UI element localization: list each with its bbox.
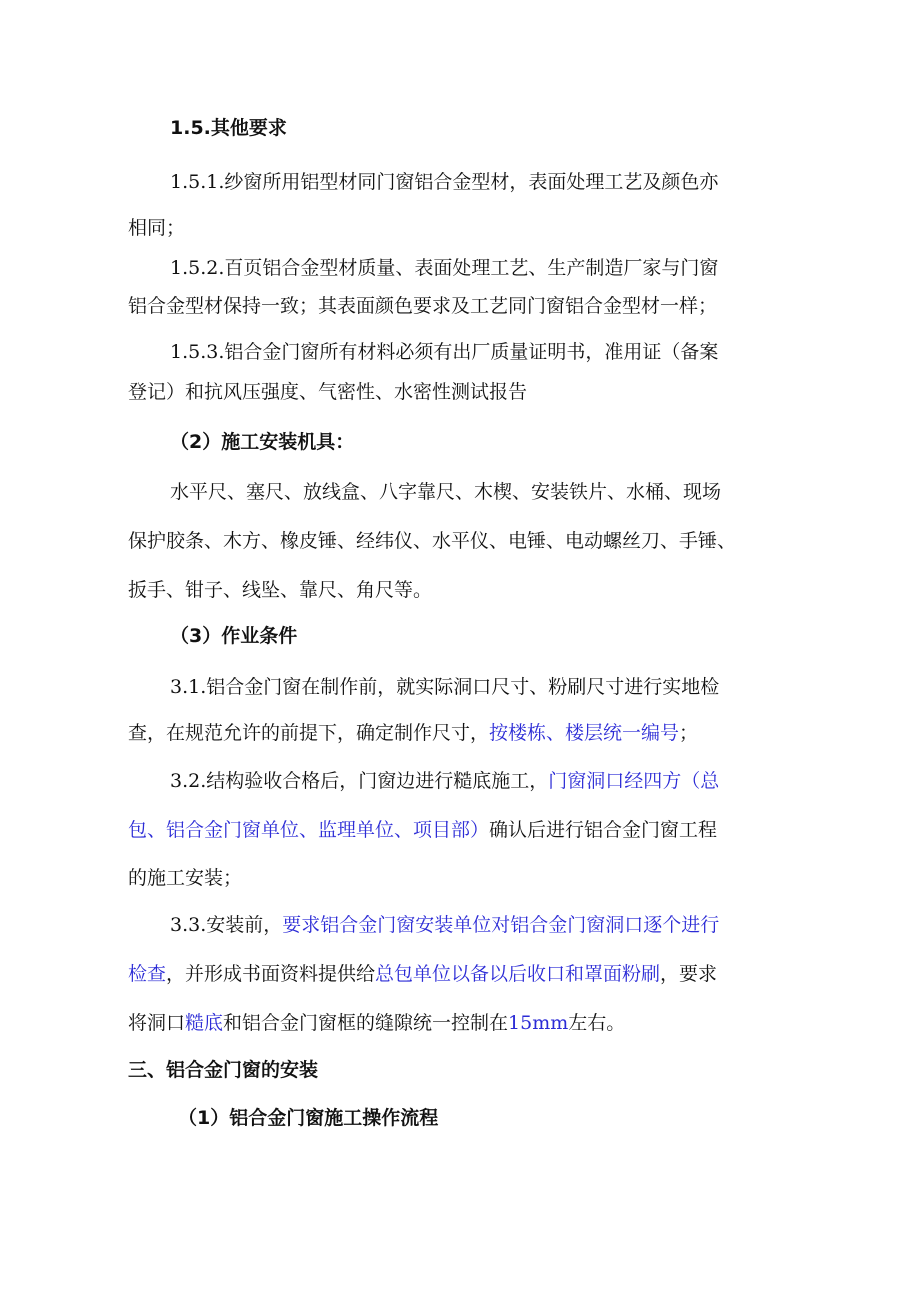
section-three-heading: 三、铝合金门窗的安装	[128, 1059, 319, 1081]
heading-2-tools: （2）施工安装机具：	[170, 431, 355, 453]
para-3-1-end: ；	[679, 722, 699, 744]
para-3-2-text: 3.2.结构验收合格后，门窗边进行糙底施工，	[170, 770, 549, 792]
heading-1-5: 1.5.其他要求	[170, 117, 287, 139]
para-1-5-3-line-2: 登记）和抗风压强度、气密性、水密性测试报告	[128, 381, 528, 403]
para-3-1-text: 查，在规范允许的前提下，确定制作尺寸，	[128, 722, 490, 744]
contractor-link[interactable]: 总包单位以备以后收口和罩面粉刷	[375, 963, 661, 985]
four-parties-link-part-2[interactable]: 包、铝合金门窗单位、监理单位、项目部）	[128, 819, 490, 841]
para-3-3-line-2	[128, 962, 717, 986]
heading-3-conditions: （3）作业条件	[170, 625, 298, 647]
para-3-1-line-1: 3.1.铝合金门窗在制作前，就实际洞口尺寸、粉刷尺寸进行实地检	[170, 676, 720, 698]
para-3-3-text-3: ，要求	[660, 963, 718, 985]
gap-size-link[interactable]: 15mm	[508, 1012, 569, 1034]
tools-line-2: 保护胶条、木方、橡皮锤、经纬仪、水平仪、电锤、电动螺丝刀、手锤、	[128, 530, 737, 552]
para-3-2-line-3: 的施工安装；	[128, 867, 243, 889]
check-link[interactable]: 检查	[128, 963, 167, 985]
four-parties-link-part-1[interactable]: 门窗洞口经四方（总	[548, 770, 720, 792]
tools-line-3: 扳手、钳子、线坠、靠尺、角尺等。	[128, 579, 433, 601]
rough-base-link[interactable]: 糙底	[185, 1012, 224, 1034]
para-3-3-text-4: 将洞口	[128, 1012, 186, 1034]
numbering-link[interactable]: 按楼栋、楼层统一编号	[489, 722, 680, 744]
tools-line-1: 水平尺、塞尺、放线盒、八字靠尺、木楔、安装铁片、水桶、现场	[170, 481, 722, 503]
para-3-3-line-3	[128, 1011, 625, 1035]
inspection-requirement-link[interactable]: 要求铝合金门窗安装单位对铝合金门窗洞口逐个进行	[282, 914, 720, 936]
para-3-2-line-2	[128, 818, 717, 842]
para-1-5-3-line-1: 1.5.3.铝合金门窗所有材料必须有出厂质量证明书，准用证（备案	[170, 341, 719, 363]
para-3-1-line-2	[128, 721, 698, 745]
para-3-3-text-6: 左右。	[568, 1012, 626, 1034]
para-1-5-1-line-2: 相同；	[128, 217, 186, 239]
para-3-3-text-2: ，并形成书面资料提供给	[166, 963, 376, 985]
para-3-3-text: 3.3.安装前，	[170, 914, 283, 936]
para-1-5-1-line-1: 1.5.1.纱窗所用铝型材同门窗铝合金型材，表面处理工艺及颜色亦	[170, 171, 719, 193]
para-3-2-text-2: 确认后进行铝合金门窗工程	[489, 819, 718, 841]
para-1-5-2-line-2: 铝合金型材保持一致；其表面颜色要求及工艺同门窗铝合金型材一样；	[128, 295, 718, 317]
para-3-3-line-1	[170, 913, 719, 937]
para-3-2-line-1	[170, 769, 719, 793]
para-3-3-text-5: 和铝合金门窗框的缝隙统一控制在	[223, 1012, 509, 1034]
section-three-1-heading: （1）铝合金门窗施工操作流程	[178, 1107, 439, 1129]
para-1-5-2-line-1: 1.5.2.百页铝合金型材质量、表面处理工艺、生产制造厂家与门窗	[170, 257, 719, 279]
